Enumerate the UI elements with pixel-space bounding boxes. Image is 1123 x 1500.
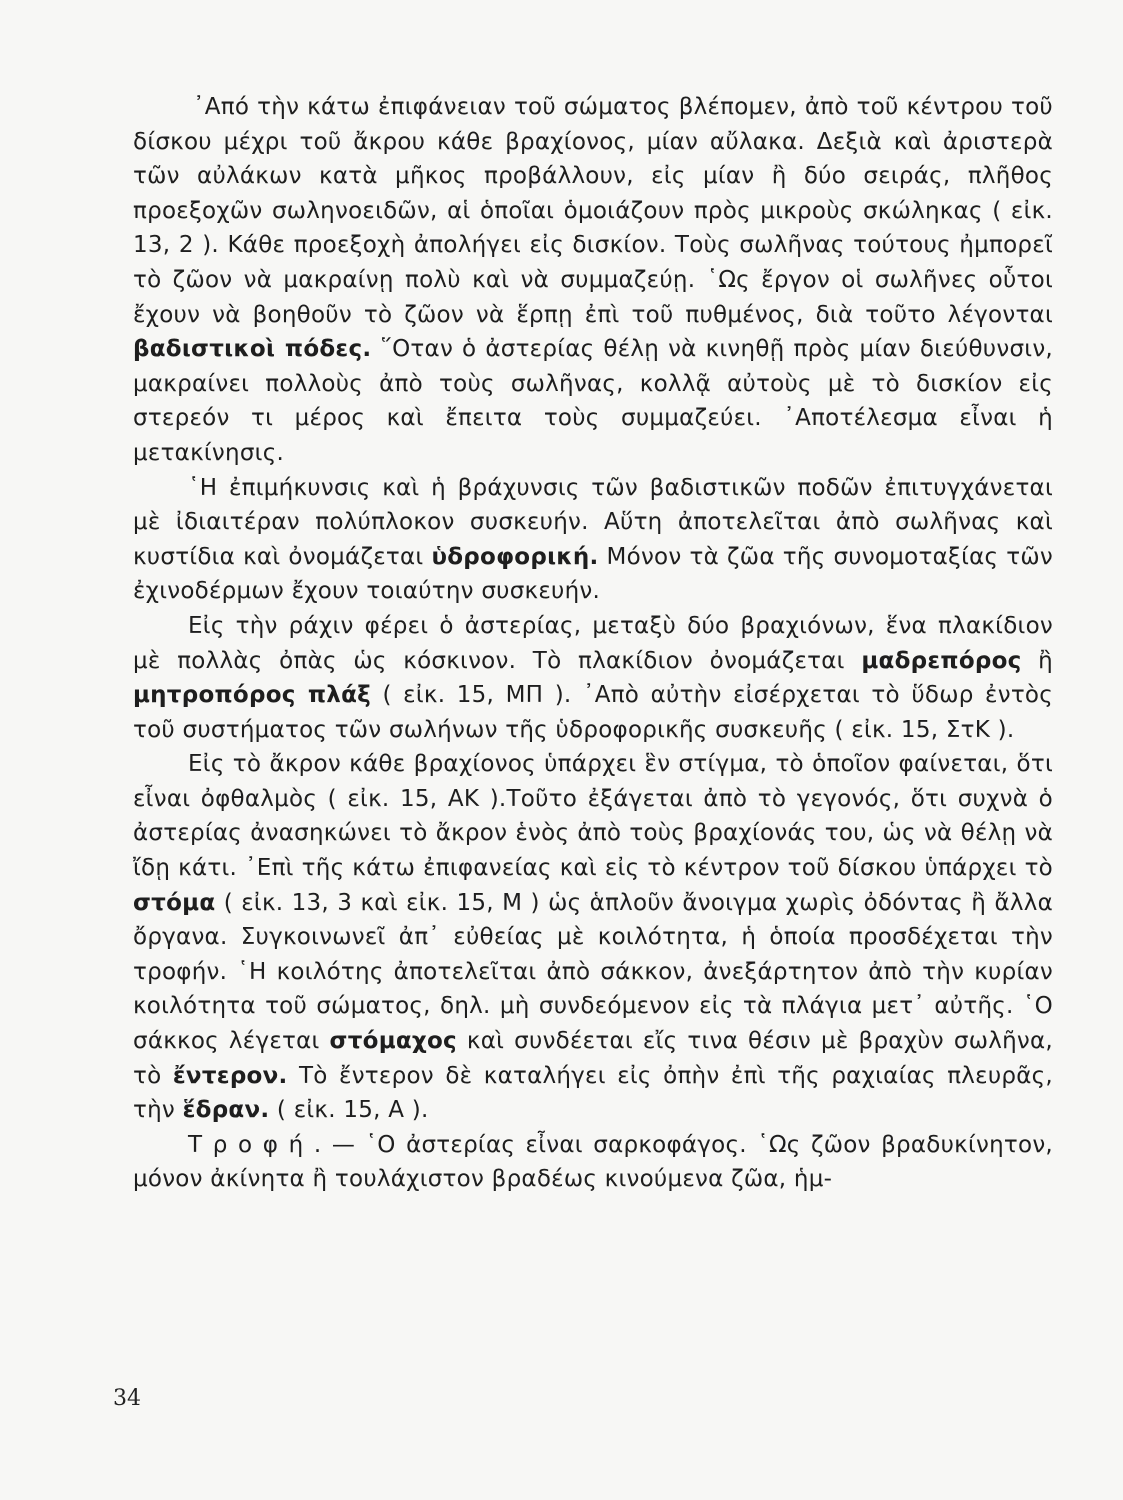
paragraph-feeding [133,1128,1053,1197]
text-run: ἢ [1021,647,1054,674]
text-run: ᾿Από τὴν κάτω ἐπιφάνειαν τοῦ σώματος βλέπομεν, ἀπὸ τοῦ κέντρου τοῦ δίσκου μέχρι τοῦ ἄκρου κάθε βραχίονος, μίαν αὔλακα. Δεξιὰ καὶ ἀριστερὰ τῶν αὐλάκων κατὰ μῆκος προβάλλουν, εἰς μίαν ἢ δύο σειράς, πλῆθος προεξοχῶν σωληνοειδῶν, αἱ ὁποῖαι ὁμοιάζουν πρὸς μικροὺς σκώληκας ( εἰκ. 13, 2 ). Κάθε προεξοχὴ ἀπολήγει εἰς δισκίον. Τοὺς σωλῆνας τούτους ἠμπορεῖ τὸ ζῶον νὰ μακραίνῃ πολὺ καὶ νὰ συμμαζεύῃ. ῾Ως ἔργον οἱ σωλῆνες οὗτοι ἔχουν νὰ βοηθοῦν τὸ ζῶον νὰ ἕρπῃ ἐπὶ τοῦ πυθμένος, διὰ τοῦτο λέγονται [133,94,1053,328]
bold-term-anus: ἕδραν. [182,1097,270,1124]
text-run: ( εἰκ. 15, Α ). [269,1097,429,1124]
text-run: καὶ συνδέεται εἴς τινα θέσιν μὲ βραχὺν σωλῆνα, τὸ [133,1028,1053,1089]
text-run: ( εἰκ. 13, 3 καὶ εἰκ. 15, Μ ) ὡς ἁπλοῦν ἄνοιγμα χωρὶς ὀδόντας ἢ ἄλλα ὄργανα. Συγκοινωνεῖ ἀπ᾿ εὐθείας μὲ κοιλότητα, ἡ ὁποία προσδέχεται τὴν τροφήν. ῾Η κοιλότης ἀποτελεῖται ἀπὸ σάκκον, ἀνεξάρτητον ἀπὸ τὴν κυρίαν κοιλότητα τοῦ σώματος, δηλ. μὴ συνδεόμενον εἰς τὰ πλάγια μετ᾿ αὐτῆς. ῾Ο σάκκος λέγεται [133,889,1053,1055]
page-body [133,90,1053,1197]
paragraph-tube-feet [133,90,1053,471]
bold-term-madreporic-plate: μητροπόρος πλάξ [133,682,371,709]
text-run: ῞Οταν ὁ ἀστερίας θέλῃ νὰ κινηθῇ πρὸς μίαν διεύθυνσιν, μακραίνει πολλοὺς ἀπὸ τοὺς σωλῆνας, κολλᾷ αὐτοὺς μὲ τὸ δισκίον εἰς στερεόν τι μέρος καὶ ἔπειτα τοὺς συμμαζεύει. ᾿Αποτέλεσμα εἶναι ἡ μετακίνησις. [133,336,1053,466]
text-run: ( εἰκ. 15, ΜΠ ). ᾿Απὸ αὐτὴν εἰσέρχεται τὸ ὕδωρ ἐντὸς τοῦ συστήματος τῶν σωλήνων τῆς ὑδροφορικῆς συσκευῆς ( εἰκ. 15, ΣτΚ ). [133,682,1054,743]
text-run: Εἰς τὸ ἄκρον κάθε βραχίονος ὑπάρχει ἓν στίγμα, τὸ ὁποῖον φαίνεται, ὅτι εἶναι ὀφθαλμὸς ( εἰκ. 15, ΑΚ ).Τοῦτο ἐξάγεται ἀπὸ τὸ γεγονός, ὅτι συχνὰ ὁ ἀστερίας ἀνασηκώνει τὸ ἄκρον ἑνὸς ἀπὸ τοὺς βραχίονάς του, ὡς νὰ θέλῃ νὰ ἴδῃ κάτι. ᾿Επὶ τῆς κάτω ἐπιφανείας καὶ εἰς τὸ κέντρον τοῦ δίσκου ὑπάρχει τὸ [133,751,1053,882]
bold-term-intestine: ἔντερον. [172,1062,288,1089]
text-run: Τὸ ἔντερον δὲ καταλήγει εἰς ὀπὴν ἐπὶ τῆς ραχιαίας πλευρᾶς, τὴν [133,1062,1053,1124]
bold-term-madreporite: μαδρεπόρος [861,647,1022,674]
bold-term-water-vascular: ὑδροφορική. [431,543,599,570]
text-run: ῾Η ἐπιμήκυνσις καὶ ἡ βράχυνσις τῶν βαδιστικῶν ποδῶν ἐπιτυγχάνεται μὲ ἰδιαιτέραν πολύπλοκον συσκευήν. Αὕτη ἀποτελεῖται ἀπὸ σωλῆνας καὶ κυστίδια καὶ ὀνομάζεται [133,474,1053,570]
paragraph-eyespot-digestive [133,747,1053,1128]
text-run: Εἰς τὴν ράχιν φέρει ὁ ἀστερίας, μεταξὺ δύο βραχιόνων, ἕνα πλακίδιον μὲ πολλὰς ὀπὰς ὡς κόσκινον. Τὸ πλακίδιον ὀνομάζεται [133,612,1053,674]
page-number: 34 [113,1386,141,1411]
paragraph-madreporite [133,609,1053,747]
bold-term-stomach: στόμαχος [329,1028,457,1055]
bold-term-tube-feet: βαδιστικοὶ πόδες. [133,336,372,363]
bold-term-mouth: στόμα [133,889,216,916]
text-run: Τ ρ ο φ ή . — ῾Ο ἀστερίας εἶναι σαρκοφάγος. ῾Ως ζῶον βραδυκίνητον, μόνον ἀκίνητα ἢ τουλάχιστον βραδέως κινούμενα ζῶα, ἡμ- [133,1131,1053,1193]
text-run: Μόνον τὰ ζῶα τῆς συνομοταξίας τῶν ἐχινοδέρμων ἔχουν τοιαύτην συσκευήν. [133,543,1053,605]
paragraph-water-vascular-system [133,471,1053,609]
